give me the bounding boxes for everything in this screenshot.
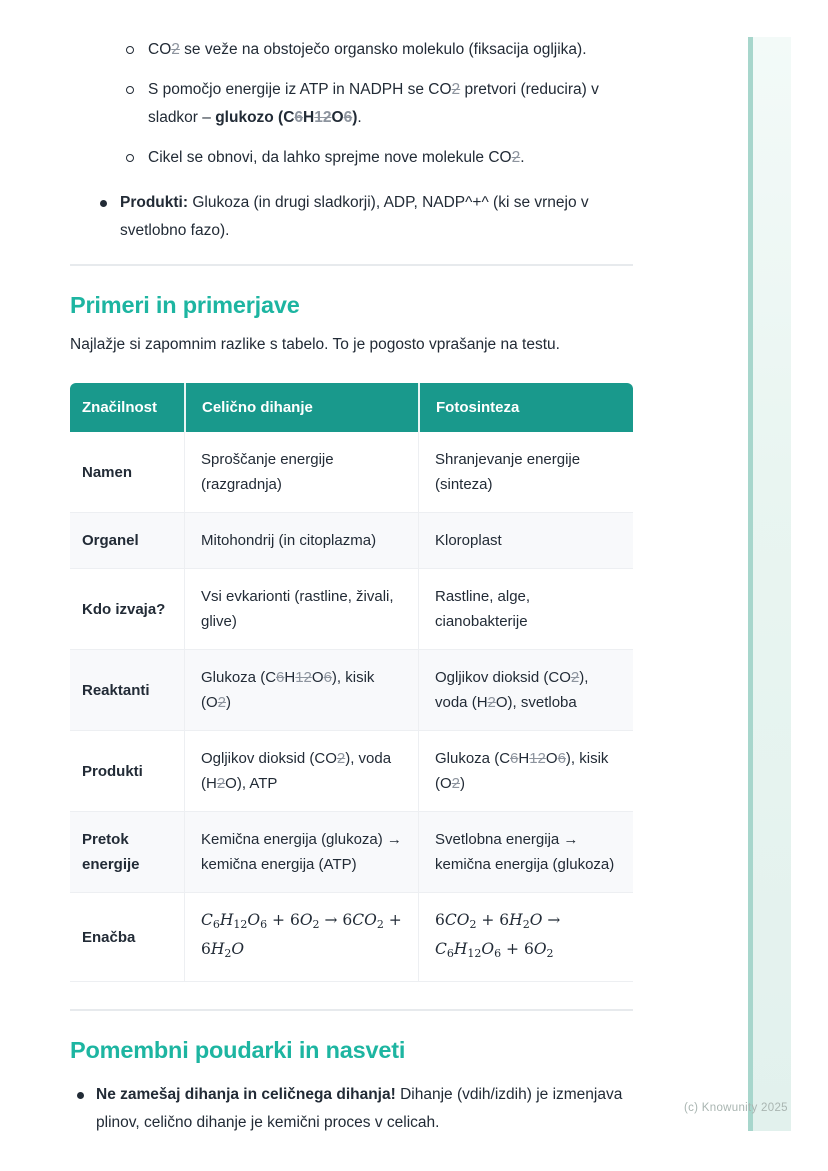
- cell-celicno-dihanje: Vsi evkarionti (rastline, živali, glive): [184, 569, 418, 650]
- list-item-text: Ne zamešaj dihanja in celičnega dihanja! Dihanje (vdih/izdih) je izmenjava plinov, celično dihanje je kemični proces v celicah.: [96, 1086, 623, 1131]
- table-row: [70, 432, 633, 513]
- tips-list: [70, 1081, 633, 1137]
- cell-fotosinteza: Glukoza (C6H12O6), kisik (O2): [418, 731, 633, 812]
- list-item: [70, 189, 633, 245]
- section-divider: [70, 1009, 633, 1011]
- comparison-table: [70, 383, 633, 982]
- column-header-fotosinteza: Fotosinteza: [418, 383, 633, 432]
- bullet-hollow-icon: [126, 46, 134, 54]
- bullet-solid-icon: [77, 1092, 84, 1099]
- column-header-celicno-dihanje: Celično dihanje: [184, 383, 418, 432]
- bullet-hollow-icon: [126, 154, 134, 162]
- list-item: [70, 1081, 633, 1137]
- list-item-text: Cikel se obnovi, da lahko sprejme nove molekule CO2.: [148, 149, 525, 166]
- bullet-hollow-icon: [126, 86, 134, 94]
- intro-paragraph: Najlažje si zapomnim razlike s tabelo. To je pogosto vprašanje na testu.: [70, 336, 560, 353]
- cell-equation-celicno-dihanje: $C_6H_{12}O_6 + 6O_2 \to 6CO_2 + 6H_2O$: [184, 893, 418, 982]
- column-header-znacilnost: Značilnost: [70, 383, 184, 432]
- table-row: [70, 812, 633, 893]
- intro-list: [70, 36, 633, 245]
- cell-fotosinteza: Ogljikov dioksid (CO2), voda (H2O), svetloba: [418, 650, 633, 731]
- row-label: Kdo izvaja?: [70, 569, 184, 650]
- cell-celicno-dihanje: Mitohondrij (in citoplazma): [184, 513, 418, 569]
- cell-celicno-dihanje: Ogljikov dioksid (CO2), voda (H2O), ATP: [184, 731, 418, 812]
- table-row: [70, 569, 633, 650]
- cell-celicno-dihanje: Glukoza (C6H12O6), kisik (O2): [184, 650, 418, 731]
- table-row: [70, 650, 633, 731]
- row-label: Namen: [70, 432, 184, 513]
- table-row: [70, 513, 633, 569]
- bullet-solid-icon: [100, 200, 107, 207]
- section-divider: [70, 264, 633, 266]
- table-header-row: [70, 383, 633, 432]
- table-row: [70, 731, 633, 812]
- list-item-text: CO2 se veže na obstoječo organsko molekulo (fiksacija ogljika).: [148, 41, 587, 58]
- section-heading-poudarki: Pomembni poudarki in nasveti: [70, 1037, 406, 1063]
- list-item: [70, 76, 633, 132]
- list-item: [70, 36, 633, 64]
- table-row: [70, 893, 633, 982]
- list-item: [70, 144, 633, 172]
- cell-equation-fotosinteza: $6CO_2 + 6H_2O \to C_6H_{12}O_6 + 6O_2$: [418, 893, 633, 982]
- row-label: Pretok energije: [70, 812, 184, 893]
- decorative-side-bar: [748, 37, 791, 1131]
- row-label: Produkti: [70, 731, 184, 812]
- cell-celicno-dihanje: Sproščanje energije (razgradnja): [184, 432, 418, 513]
- cell-fotosinteza: Kloroplast: [418, 513, 633, 569]
- page-content: [70, 0, 633, 1137]
- cell-fotosinteza: Svetlobna energija → kemična energija (glukoza): [418, 812, 633, 893]
- cell-celicno-dihanje: Kemična energija (glukoza) → kemična energija (ATP): [184, 812, 418, 893]
- row-label: Organel: [70, 513, 184, 569]
- row-label: Enačba: [70, 893, 184, 982]
- cell-fotosinteza: Shranjevanje energije (sinteza): [418, 432, 633, 513]
- list-item-text: S pomočjo energije iz ATP in NADPH se CO2 pretvori (reducira) v sladkor – glukozo (C6H12O6).: [148, 81, 599, 126]
- cell-fotosinteza: Rastline, alge, cianobakterije: [418, 569, 633, 650]
- list-item-text: Produkti: Glukoza (in drugi sladkorji), ADP, NADP^+^ (ki se vrnejo v svetlobno fazo).: [120, 194, 589, 239]
- row-label: Reaktanti: [70, 650, 184, 731]
- copyright-text: (c) Knowunity 2025: [684, 1102, 788, 1114]
- section-heading-primeri: Primeri in primerjave: [70, 292, 300, 318]
